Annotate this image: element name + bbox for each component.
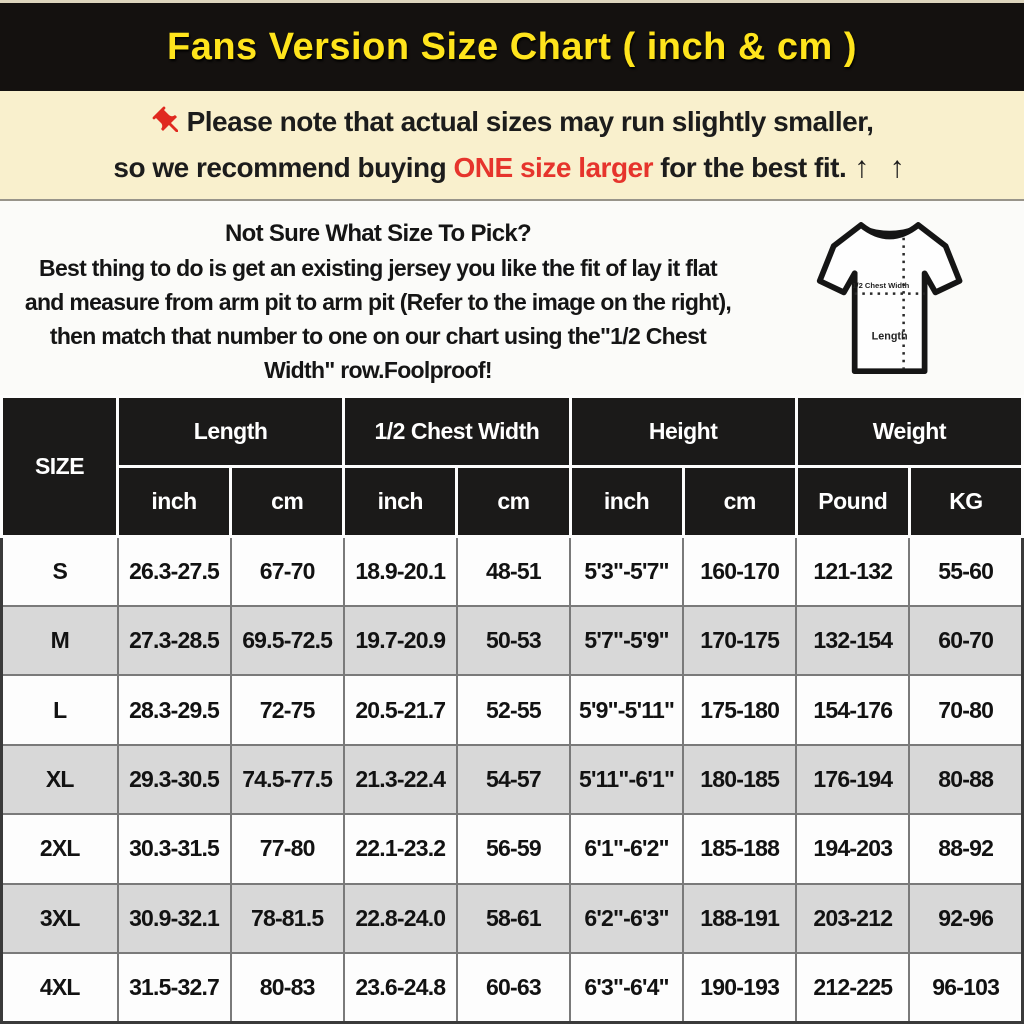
notice-text-2b: for the best fit. bbox=[653, 152, 847, 183]
table-cell: 180-185 bbox=[683, 745, 796, 814]
notice-line-2 bbox=[0, 145, 1024, 191]
pushpin-icon bbox=[151, 105, 185, 139]
table-cell: 96-103 bbox=[909, 953, 1022, 1022]
table-cell: 30.3-31.5 bbox=[118, 814, 231, 883]
subheader-weight-kg: KG bbox=[909, 467, 1022, 537]
table-cell: 60-63 bbox=[457, 953, 570, 1022]
table-cell: 6'2"-6'3" bbox=[570, 884, 683, 953]
table-row-3xl bbox=[2, 884, 1023, 953]
table-cell: 188-191 bbox=[683, 884, 796, 953]
table-cell: 190-193 bbox=[683, 953, 796, 1022]
table-row-4xl bbox=[2, 953, 1023, 1022]
table-cell: 67-70 bbox=[231, 537, 344, 606]
size-table-header bbox=[2, 397, 1023, 537]
instructions-line: Best thing to do is get an existing jersey you like the fit of lay it flat bbox=[39, 255, 717, 281]
table-cell: 160-170 bbox=[683, 537, 796, 606]
table-cell: 6'1"-6'2" bbox=[570, 814, 683, 883]
size-cell: 4XL bbox=[2, 953, 118, 1022]
table-cell: 154-176 bbox=[796, 675, 909, 744]
instructions-line: Width" row.Foolproof! bbox=[264, 357, 492, 383]
table-cell: 56-59 bbox=[457, 814, 570, 883]
table-cell: 29.3-30.5 bbox=[118, 745, 231, 814]
table-cell: 28.3-29.5 bbox=[118, 675, 231, 744]
size-cell: L bbox=[2, 675, 118, 744]
table-cell: 26.3-27.5 bbox=[118, 537, 231, 606]
instructions-section bbox=[0, 201, 1024, 395]
table-cell: 5'3"-5'7" bbox=[570, 537, 683, 606]
table-cell: 88-92 bbox=[909, 814, 1022, 883]
instructions-heading: Not Sure What Size To Pick? bbox=[224, 220, 532, 247]
size-cell: M bbox=[2, 606, 118, 675]
one-size-larger-highlight: ONE size larger bbox=[453, 152, 654, 183]
table-cell: 203-212 bbox=[796, 884, 909, 953]
size-cell: 2XL bbox=[2, 814, 118, 883]
table-cell: 80-83 bbox=[231, 953, 344, 1022]
table-cell: 194-203 bbox=[796, 814, 909, 883]
table-cell: 212-225 bbox=[796, 953, 909, 1022]
table-cell: 132-154 bbox=[796, 606, 909, 675]
table-cell: 72-75 bbox=[231, 675, 344, 744]
notice-section bbox=[0, 91, 1024, 201]
table-cell: 22.1-23.2 bbox=[344, 814, 457, 883]
subheader-height-inch: inch bbox=[570, 467, 683, 537]
subheader-height-cm: cm bbox=[683, 467, 796, 537]
table-cell: 5'7"-5'9" bbox=[570, 606, 683, 675]
table-cell: 54-57 bbox=[457, 745, 570, 814]
header-height: Height bbox=[570, 397, 796, 467]
table-cell: 19.7-20.9 bbox=[344, 606, 457, 675]
table-row-m bbox=[2, 606, 1023, 675]
table-cell: 74.5-77.5 bbox=[231, 745, 344, 814]
header-weight: Weight bbox=[796, 397, 1022, 467]
table-cell: 77-80 bbox=[231, 814, 344, 883]
table-cell: 92-96 bbox=[909, 884, 1022, 953]
subheader-length-inch: inch bbox=[118, 467, 231, 537]
table-cell: 27.3-28.5 bbox=[118, 606, 231, 675]
table-row-xl bbox=[2, 745, 1023, 814]
subheader-chest-inch: inch bbox=[344, 467, 457, 537]
table-row-2xl bbox=[2, 814, 1023, 883]
table-cell: 30.9-32.1 bbox=[118, 884, 231, 953]
table-cell: 175-180 bbox=[683, 675, 796, 744]
size-cell: XL bbox=[2, 745, 118, 814]
table-row-l bbox=[2, 675, 1023, 744]
table-cell: 6'3"-6'4" bbox=[570, 953, 683, 1022]
subheader-length-cm: cm bbox=[231, 467, 344, 537]
notice-text-2a: so we recommend buying bbox=[113, 152, 454, 183]
size-cell: 3XL bbox=[2, 884, 118, 953]
table-cell: 50-53 bbox=[457, 606, 570, 675]
page-title: Fans Version Size Chart ( inch & cm ) bbox=[167, 25, 857, 68]
table-cell: 58-61 bbox=[457, 884, 570, 953]
size-table bbox=[0, 395, 1024, 1024]
table-cell: 48-51 bbox=[457, 537, 570, 606]
table-cell: 22.8-24.0 bbox=[344, 884, 457, 953]
table-cell: 121-132 bbox=[796, 537, 909, 606]
table-cell: 18.9-20.1 bbox=[344, 537, 457, 606]
table-cell: 60-70 bbox=[909, 606, 1022, 675]
table-cell: 21.3-22.4 bbox=[344, 745, 457, 814]
header-chest-width: 1/2 Chest Width bbox=[344, 397, 570, 467]
table-cell: 55-60 bbox=[909, 537, 1022, 606]
subheader-weight-pound: Pound bbox=[796, 467, 909, 537]
tshirt-icon bbox=[807, 211, 972, 389]
table-cell: 185-188 bbox=[683, 814, 796, 883]
header-length: Length bbox=[118, 397, 344, 467]
table-cell: 23.6-24.8 bbox=[344, 953, 457, 1022]
table-cell: 5'9"-5'11" bbox=[570, 675, 683, 744]
table-cell: 176-194 bbox=[796, 745, 909, 814]
table-cell: 70-80 bbox=[909, 675, 1022, 744]
chest-width-label: 1/2 Chest Width bbox=[852, 280, 910, 290]
notice-line-1 bbox=[0, 99, 1024, 145]
header-size: SIZE bbox=[2, 397, 118, 537]
table-cell: 78-81.5 bbox=[231, 884, 344, 953]
table-cell: 20.5-21.7 bbox=[344, 675, 457, 744]
length-label: Length bbox=[872, 330, 908, 343]
table-row-s bbox=[2, 537, 1023, 606]
up-arrows: ↑ ↑ bbox=[854, 151, 911, 184]
table-cell: 170-175 bbox=[683, 606, 796, 675]
tshirt-diagram bbox=[756, 201, 1024, 395]
notice-text-1: Please note that actual sizes may run slightly smaller, bbox=[186, 106, 874, 137]
instructions-line: and measure from arm pit to arm pit (Refer to the image on the right), bbox=[24, 289, 732, 315]
instructions-text bbox=[0, 201, 756, 395]
size-table-body bbox=[2, 537, 1023, 1023]
table-cell: 69.5-72.5 bbox=[231, 606, 344, 675]
table-cell: 31.5-32.7 bbox=[118, 953, 231, 1022]
size-cell: S bbox=[2, 537, 118, 606]
table-cell: 80-88 bbox=[909, 745, 1022, 814]
subheader-chest-cm: cm bbox=[457, 467, 570, 537]
instructions-line: then match that number to one on our chart using the"1/2 Chest bbox=[49, 323, 707, 349]
title-banner bbox=[0, 0, 1024, 91]
table-cell: 52-55 bbox=[457, 675, 570, 744]
table-cell: 5'11"-6'1" bbox=[570, 745, 683, 814]
